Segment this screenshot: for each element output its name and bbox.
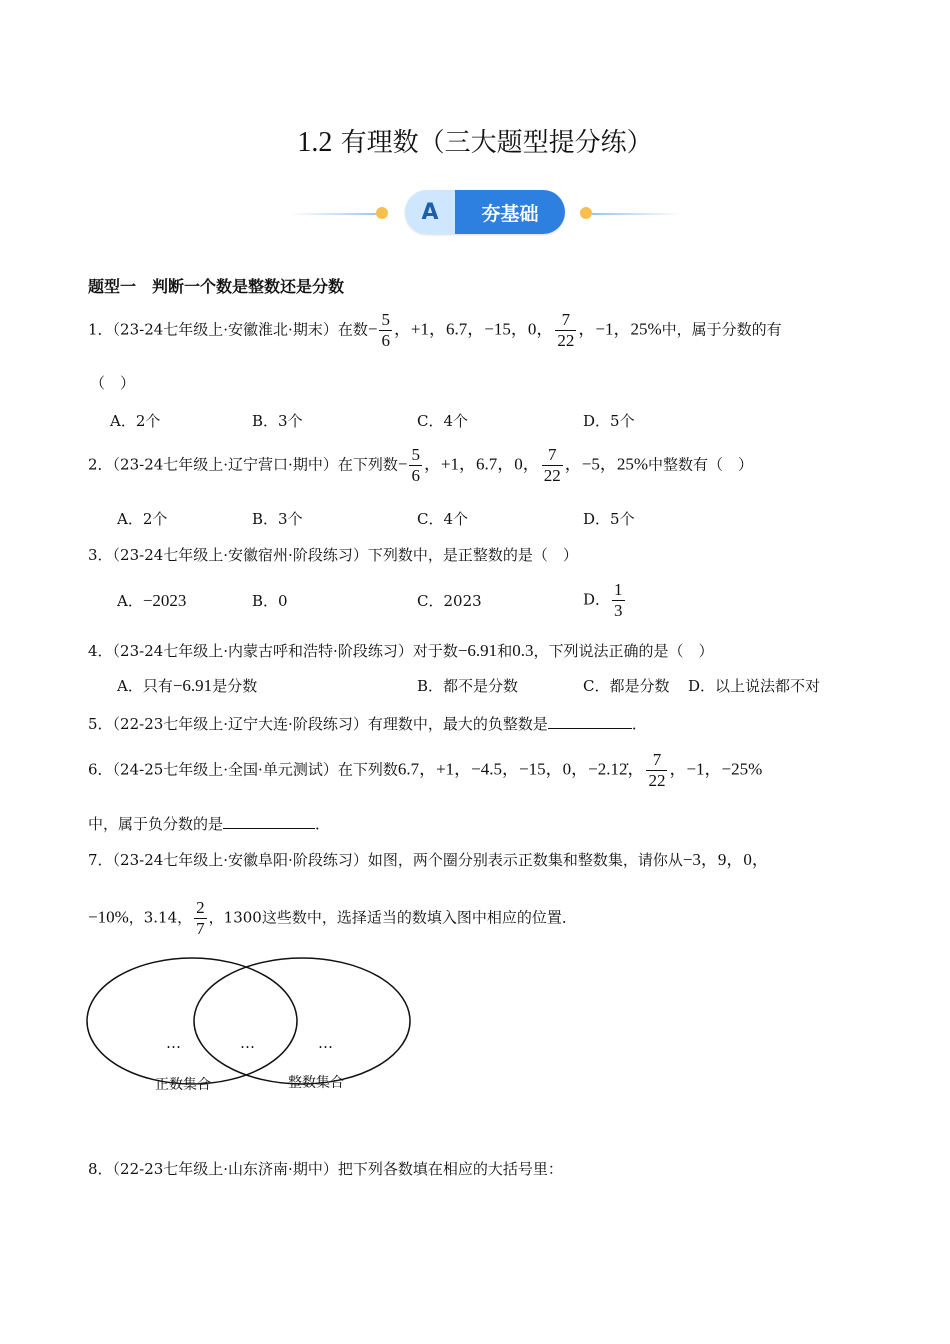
q2-option-d[interactable]: D．5个 [583, 510, 635, 528]
q4-number-2: 0.3 [512, 641, 534, 660]
question-3 [88, 544, 578, 565]
q6-source: （24-25七年级上·全国·单元测试） [112, 760, 338, 779]
badge-line-left [290, 213, 380, 215]
q2-number: 2． [88, 455, 113, 474]
q2-option-a[interactable]: A．2个 [117, 510, 168, 528]
venn-dots-right[interactable]: … [318, 1034, 333, 1052]
q1-option-c[interactable]: C．4个 [417, 412, 469, 430]
q5-text: 有理数中，最大的负整数是 [367, 715, 548, 733]
section-heading: 题型一 判断一个数是整数还是分数 [88, 277, 345, 296]
badge-label: 夯基础 [455, 190, 565, 234]
q4-source: （23-24七年级上·内蒙古呼和浩特·阶段练习） [112, 642, 413, 660]
q6-line-2 [88, 813, 330, 834]
q4-pre: 对于数 [412, 642, 458, 660]
q5-answer-blank[interactable] [548, 714, 632, 729]
q6-pre: 在下列数 [337, 760, 398, 779]
q1-option-b[interactable]: B．3个 [252, 412, 303, 430]
q4-option-d[interactable]: D．以上说法都不对 [688, 677, 821, 695]
q2-source: （23-24七年级上·辽宁营口·期中） [112, 455, 338, 474]
q7-number: 7． [88, 851, 113, 869]
positive-set-circle [87, 958, 297, 1084]
question-7 [88, 845, 769, 870]
q1-fraction-2: $\frac{7}{22}$ [557, 310, 575, 350]
q1-tail: 中，属于分数的有 [661, 320, 782, 339]
q7-text: 如图，两个圈分别表示正数集和整数集，请你从 [367, 851, 683, 869]
q7-numbers: −3，9，0， [682, 850, 769, 869]
venn-dots-left[interactable]: … [166, 1034, 181, 1052]
q1-fraction-1: $\frac{5}{6}$ [381, 310, 390, 350]
question-5 [88, 713, 647, 734]
venn-diagram [80, 950, 420, 1100]
venn-dots-middle[interactable]: … [240, 1034, 255, 1052]
q3-source: （23-24七年级上·安徽宿州·阶段练习） [112, 546, 368, 564]
q6-numbers: 6.7，+1，−4.5，−15，0，−2.12̇， [397, 759, 645, 779]
question-1 [88, 310, 782, 351]
q6-end: ． [315, 815, 331, 833]
q1-number: 1． [88, 320, 113, 339]
q1-option-d[interactable]: D．5个 [583, 412, 635, 430]
question-8 [88, 1158, 563, 1179]
q2-neg: − [397, 454, 408, 474]
q1-source: （23-24七年级上·安徽淮北·期末） [112, 320, 338, 339]
question-6 [88, 750, 762, 791]
q1-tail-numbers: ，−1，25% [578, 319, 662, 339]
q7-line2-c: ，1300这些数中，选择适当的数填入图中相应的位置． [208, 908, 577, 927]
q7-fraction: $\frac{2}{7}$ [196, 898, 205, 938]
q7-line2-b: ，3.14， [128, 908, 193, 927]
q5-source: （22-23七年级上·辽宁大连·阶段练习） [112, 715, 368, 733]
q6-fraction: $\frac{7}{22}$ [648, 750, 666, 790]
q3-option-d[interactable]: D． $\frac{1}{3}$ [583, 580, 623, 620]
q2-fraction-1: $\frac{5}{6}$ [411, 445, 420, 485]
q1-option-a[interactable]: A．2个 [110, 412, 161, 430]
q2-tail: 中整数有（ ） [648, 455, 754, 474]
section-badge [405, 190, 565, 234]
q4-and: 和 [497, 642, 513, 660]
q6-line2-text: 中，属于负分数的是 [88, 815, 224, 833]
q4-option-b[interactable]: B．都不是分数 [417, 677, 519, 695]
q5-number: 5． [88, 715, 113, 733]
question-2 [88, 445, 753, 486]
q6-tail-numbers: ，−1，−25% [669, 759, 763, 779]
badge-dot-right [580, 207, 592, 219]
q1-neg: − [367, 319, 378, 339]
q3-option-b[interactable]: B．0 [252, 592, 288, 610]
q3-number: 3． [88, 546, 113, 564]
badge-line-right [592, 213, 682, 215]
q8-source: （22-23七年级上·山东济南·期中） [112, 1160, 338, 1178]
q8-text: 把下列各数填在相应的大括号里： [337, 1160, 563, 1178]
title-number: 1.2 [297, 127, 333, 158]
q2-tail-numbers: ，−5，25% [564, 454, 649, 474]
q1-numbers: ，+1，6.7，−15，0， [393, 319, 554, 339]
q3-option-a-math: −2023 [142, 591, 187, 610]
q2-numbers: ，+1，6.7，0， [423, 454, 540, 474]
q3-text: 下列数中，是正整数的是（ ） [367, 546, 578, 564]
q2-pre: 在下列数 [337, 455, 398, 474]
badge-dot-left [376, 207, 388, 219]
q2-option-b[interactable]: B．3个 [252, 510, 303, 528]
q4-tail: ，下列说法正确的是（ ） [533, 642, 714, 660]
integer-set-circle [194, 958, 410, 1084]
venn-label-integer: 整数集合 [288, 1075, 344, 1091]
q7-source: （23-24七年级上·安徽阜阳·阶段练习） [112, 851, 368, 869]
q1-pre: 在数 [337, 320, 368, 339]
q1-paren: （ ） [90, 374, 136, 392]
q2-option-c[interactable]: C．4个 [417, 510, 469, 528]
venn-label-positive: 正数集合 [155, 1077, 211, 1093]
q7-percent: −10% [88, 907, 129, 927]
page-title [0, 122, 950, 159]
badge-letter: A [405, 190, 455, 234]
q5-end: ． [631, 715, 647, 733]
q4-number: 4． [88, 642, 113, 660]
q7-line-2 [88, 898, 577, 939]
q4-option-a-math: −6.91 [172, 676, 213, 695]
q4-option-c[interactable]: C．都是分数 [583, 677, 670, 695]
q4-number-1: −6.91 [457, 641, 498, 660]
q2-fraction-2: $\frac{7}{22}$ [543, 445, 561, 485]
q6-answer-blank[interactable] [223, 814, 315, 829]
q6-number: 6． [88, 760, 113, 779]
q4-option-a[interactable]: A．只有−6.91是分数 [117, 676, 258, 695]
question-4 [88, 640, 713, 661]
q3-option-d-fraction: $\frac{1}{3}$ [614, 580, 623, 620]
q8-number: 8． [88, 1160, 113, 1178]
title-text: 有理数（三大题型提分练） [340, 128, 653, 158]
q3-option-c[interactable]: C．2023 [417, 592, 482, 610]
q3-option-a[interactable]: A．−2023 [117, 591, 187, 610]
